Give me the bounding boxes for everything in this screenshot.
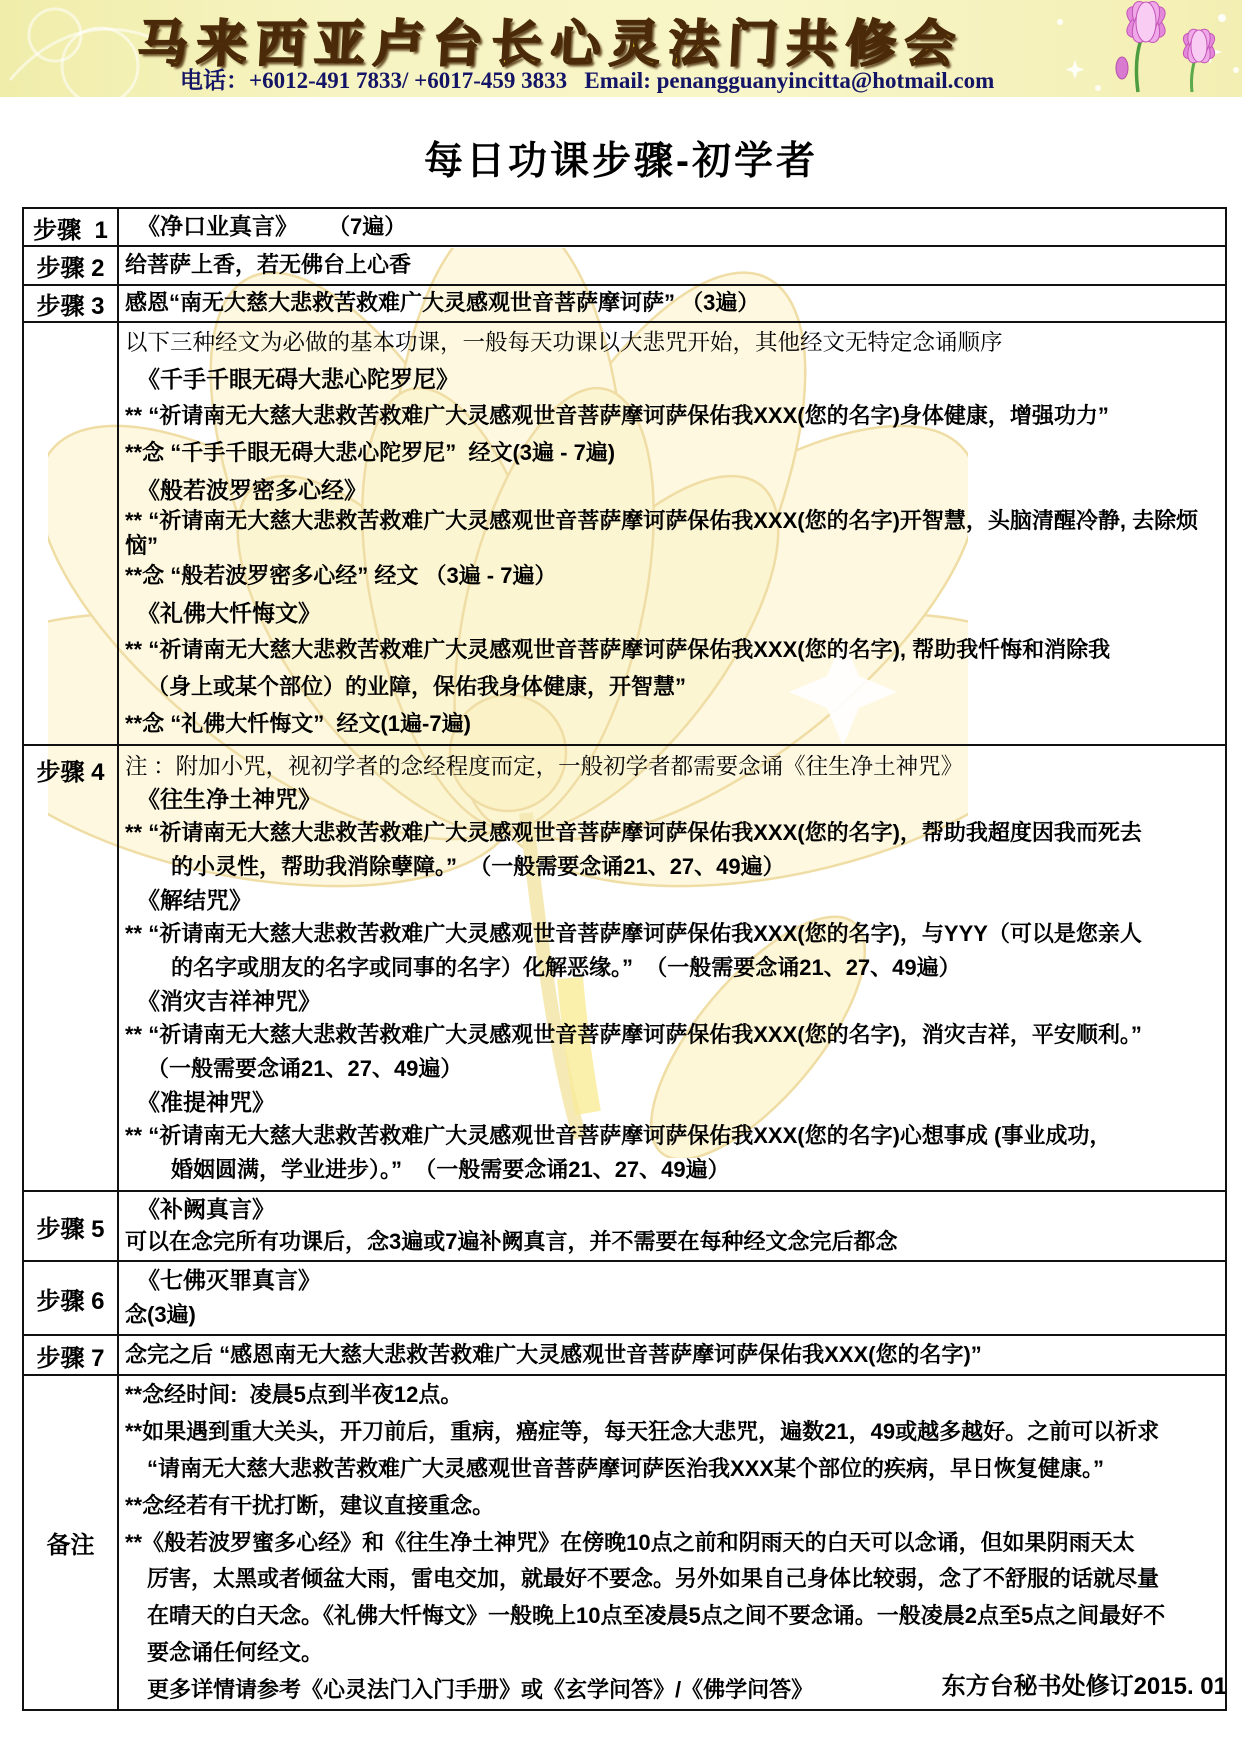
table-row (23, 322, 1226, 745)
header-banner (0, 0, 1242, 97)
contact-info: 电话：+6012-491 7833/ +6017-459 3833 Email: penangguanyincitta@hotmail.com (180, 68, 995, 93)
step-content (118, 285, 1226, 322)
text-line: **念 “礼佛大忏悔文” 经文(1遍-7遍) (125, 711, 471, 737)
text-line: 感恩“南无大慈大悲救苦救难广大灵感观世音菩萨摩诃萨” （3遍） (125, 290, 760, 316)
text-line: 《七佛灭罪真言》 (137, 1266, 321, 1293)
text-line: ** “祈请南无大慈大悲救苦救难广大灵感观世音菩萨摩诃萨保佑我XXX(您的名字)身体健康，增强功力” (125, 403, 1109, 429)
table-row (23, 285, 1226, 322)
text-line: 的名字或朋友的名字或同事的名字）化解恶缘。” （一般需要念诵21、27、49遍） (171, 954, 961, 980)
text-line: 的小灵性，帮助我消除孽障。” （一般需要念诵21、27、49遍） (171, 853, 785, 879)
steps-table (22, 207, 1227, 1711)
step-content (118, 1261, 1226, 1335)
text-line: 厉害，太黑或者倾盆大雨，雷电交加，就最好不要念。另外如果自己身体比较弱，念了不舒服的话就尽量 (147, 1566, 1160, 1592)
text-line: （身上或某个部位）的业障，保佑我身体健康，开智慧” (147, 674, 687, 700)
text-line: **如果遇到重大关头，开刀前后，重病，癌症等，每天狂念大悲咒，遍数21，49或越多越好。之前可以祈求 (125, 1419, 1160, 1445)
step-content (118, 322, 1226, 745)
text-line: 更多详情请参考《心灵法门入门手册》或《玄学问答》/《佛学问答》 (147, 1676, 814, 1702)
revision-note: 东方台秘书处修订2015. 01 (941, 1673, 1227, 1700)
step-content (118, 246, 1226, 285)
step-label (23, 322, 118, 745)
text-line: 《准提神咒》 (137, 1089, 275, 1116)
step-content (118, 1335, 1226, 1375)
table-row (23, 1335, 1226, 1375)
text-line: **念 “千手千眼无碍大悲心陀罗尼” 经文(3遍 - 7遍) (125, 440, 616, 466)
lotus-flowers-icon (1116, 0, 1219, 92)
step-content (118, 208, 1226, 246)
organization-name: 马来西亚卢台长心灵法门共修会 (136, 14, 966, 73)
text-line: ** “祈请南无大慈大悲救苦救难广大灵感观世音菩萨摩诃萨保佑我XXX(您的名字)，与YYY（可以是您亲人 (125, 921, 1142, 947)
text-line: ** “祈请南无大慈大悲救苦救难广大灵感观世音菩萨摩诃萨保佑我XXX(您的名字)，消灾吉祥，平安顺利。” (125, 1022, 1142, 1048)
table-row (23, 1261, 1226, 1335)
table-row (23, 246, 1226, 285)
step-label: 步骤 5 (23, 1191, 118, 1261)
text-line: 《消灾吉祥神咒》 (137, 988, 321, 1015)
step-label: 步骤 3 (23, 285, 118, 322)
text-line: 《往生净土神咒》 (137, 785, 321, 812)
text-line: ** “祈请南无大慈大悲救苦救难广大灵感观世音菩萨摩诃萨保佑我XXX(您的名字), 帮助我忏悔和消除我 (125, 637, 1111, 663)
step-content (118, 1191, 1226, 1261)
step-label: 步骤 1 (23, 208, 118, 246)
text-line: 婚姻圆满，学业进步）。” （一般需要念诵21、27、49遍） (171, 1157, 730, 1183)
text-line: 念(3遍) (125, 1302, 196, 1328)
table-row (23, 1191, 1226, 1261)
steps-table-body (23, 208, 1226, 1710)
text-line: 在晴天的白天念。《礼佛大忏悔文》一般晚上10点至凌晨5点之间不要念诵。一般凌晨2点至5点之间最好不 (147, 1603, 1166, 1629)
text-line: 《净口业真言》 （7遍） (137, 213, 407, 240)
table-row (23, 745, 1226, 1191)
text-line: “请南无大慈大悲救苦救难广大灵感观世音菩萨摩诃萨医治我XXX某个部位的疾病，早日恢复健康。” (147, 1455, 1105, 1481)
text-line: 以下三种经文为必做的基本功课，一般每天功课以大悲咒开始，其他经文无特定念诵顺序 (125, 329, 1003, 355)
text-line: 注 ：附加小咒，视初学者的念经程度而定，一般初学者都需要念诵《往生净土神咒》 (125, 753, 964, 779)
text-line: 《补阙真言》 (137, 1195, 275, 1222)
text-line: 给菩萨上香，若无佛台上心香 (125, 252, 412, 278)
step-content (118, 1375, 1226, 1710)
text-line: 念完之后 “感恩南无大慈大悲救苦救难广大灵感观世音菩萨摩诃萨保佑我XXX(您的名字)” (125, 1341, 982, 1367)
step-label: 步骤 4 (23, 745, 118, 1191)
table-row (23, 208, 1226, 246)
table-row (23, 1375, 1226, 1710)
text-line: ** “祈请南无大慈大悲救苦救难广大灵感观世音菩萨摩诃萨保佑我XXX(您的名字)，帮助我超度因我而死去 (125, 820, 1142, 846)
text-line: 《礼佛大忏悔文》 (137, 599, 321, 626)
text-line: ** “祈请南无大慈大悲救苦救难广大灵感观世音菩萨摩诃萨保佑我XXX(您的名字)心想事成 (事业成功， (125, 1123, 1112, 1149)
text-line: 《解结咒》 (137, 887, 252, 913)
text-line: ** “祈请南无大慈大悲救苦救难广大灵感观世音菩萨摩诃萨保佑我XXX(您的名字)开智慧，头脑清醒冷静, 去除烦恼” (125, 508, 1199, 558)
text-line: 要念诵任何经文。 (147, 1639, 324, 1665)
text-line: 《千手千眼无碍大悲心陀罗尼》 (137, 365, 459, 392)
step-label: 步骤 6 (23, 1261, 118, 1335)
text-line: **念经时间: 凌晨5点到半夜12点。 (125, 1382, 463, 1408)
text-line: **《般若波罗蜜多心经》和《往生净土神咒》在傍晚10点之前和阴雨天的白天可以念诵，但如果阴雨天太 (125, 1529, 1135, 1555)
step-label: 步骤 7 (23, 1335, 118, 1375)
text-line: **念 “般若波罗密多心经” 经文 （3遍 - 7遍） (125, 563, 557, 589)
text-line: 《般若波罗密多心经》 (137, 476, 367, 503)
page-title: 每日功课步骤-初学者 (424, 140, 818, 183)
step-label: 步骤 2 (23, 246, 118, 285)
text-line: 可以在念完所有功课后，念3遍或7遍补阙真言，并不需要在每种经文念完后都念 (125, 1229, 898, 1255)
step-label: 备注 (23, 1375, 118, 1710)
step-content (118, 745, 1226, 1191)
text-line: **念经若有干扰打断，建议直接重念。 (125, 1492, 495, 1518)
text-line: （一般需要念诵21、27、49遍） (147, 1056, 463, 1081)
